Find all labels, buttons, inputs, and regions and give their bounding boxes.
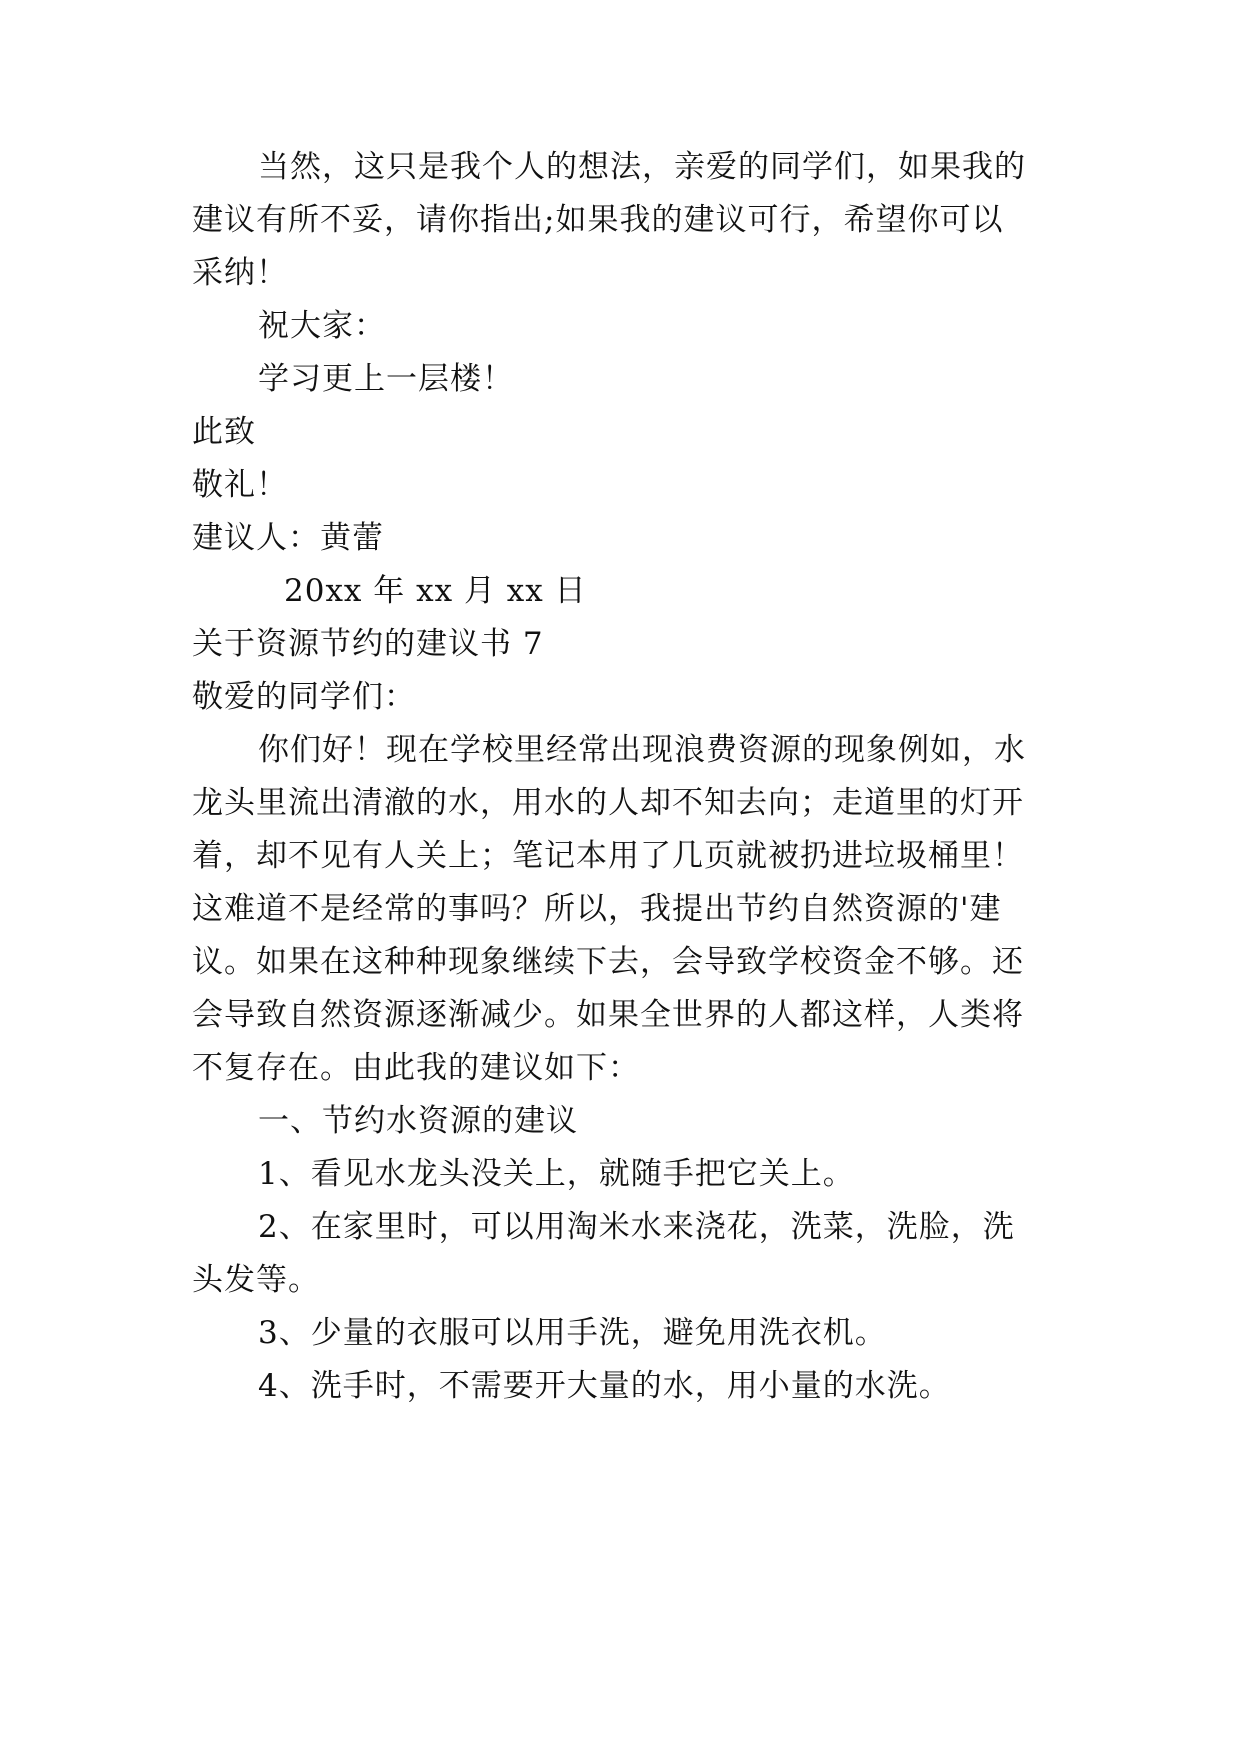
- paragraph-line: 你们好！现在学校里经常出现浪费资源的现象例如，水: [258, 732, 1026, 768]
- list-item: 2、在家里时，可以用淘米水来浇花，洗菜，洗脸，洗: [258, 1209, 1015, 1245]
- subheading-line: 一、节约水资源的建议: [258, 1103, 578, 1139]
- list-item: 4、洗手时，不需要开大量的水，用小量的水洗。: [258, 1368, 951, 1404]
- paragraph-line: 建议有所不妥，请你指出;如果我的建议可行，希望你可以: [192, 202, 1004, 238]
- paragraph-line: 会导致自然资源逐渐减少。如果全世界的人都这样，人类将: [192, 997, 1024, 1033]
- paragraph-line: 不复存在。由此我的建议如下：: [192, 1050, 640, 1086]
- paragraph-line: 采纳！: [192, 255, 288, 291]
- date-line: 20xx 年 xx 月 xx 日: [284, 573, 587, 609]
- list-item-continuation: 头发等。: [192, 1262, 320, 1298]
- salutation-line: 敬爱的同学们：: [192, 679, 416, 715]
- list-item: 1、看见水龙头没关上，就随手把它关上。: [258, 1156, 855, 1192]
- paragraph-line: 着，却不见有人关上；笔记本用了几页就被扔进垃圾桶里！: [192, 838, 1024, 874]
- closing-line: 此致: [192, 414, 256, 450]
- greeting-line: 学习更上一层楼！: [258, 361, 514, 397]
- signature-line: 建议人：黄蕾: [192, 520, 384, 556]
- list-item: 3、少量的衣服可以用手洗，避免用洗衣机。: [258, 1315, 887, 1351]
- paragraph-line: 议。如果在这种种现象继续下去，会导致学校资金不够。还: [192, 944, 1024, 980]
- paragraph-line: 这难道不是经常的事吗？所以，我提出节约自然资源的'建: [192, 891, 1002, 927]
- section-title: 关于资源节约的建议书 7: [192, 626, 544, 662]
- closing-line: 敬礼！: [192, 467, 288, 503]
- paragraph-line: 龙头里流出清澈的水，用水的人却不知去向；走道里的灯开: [192, 785, 1024, 821]
- paragraph-line: 当然，这只是我个人的想法，亲爱的同学们，如果我的: [258, 149, 1026, 185]
- greeting-line: 祝大家：: [258, 308, 386, 344]
